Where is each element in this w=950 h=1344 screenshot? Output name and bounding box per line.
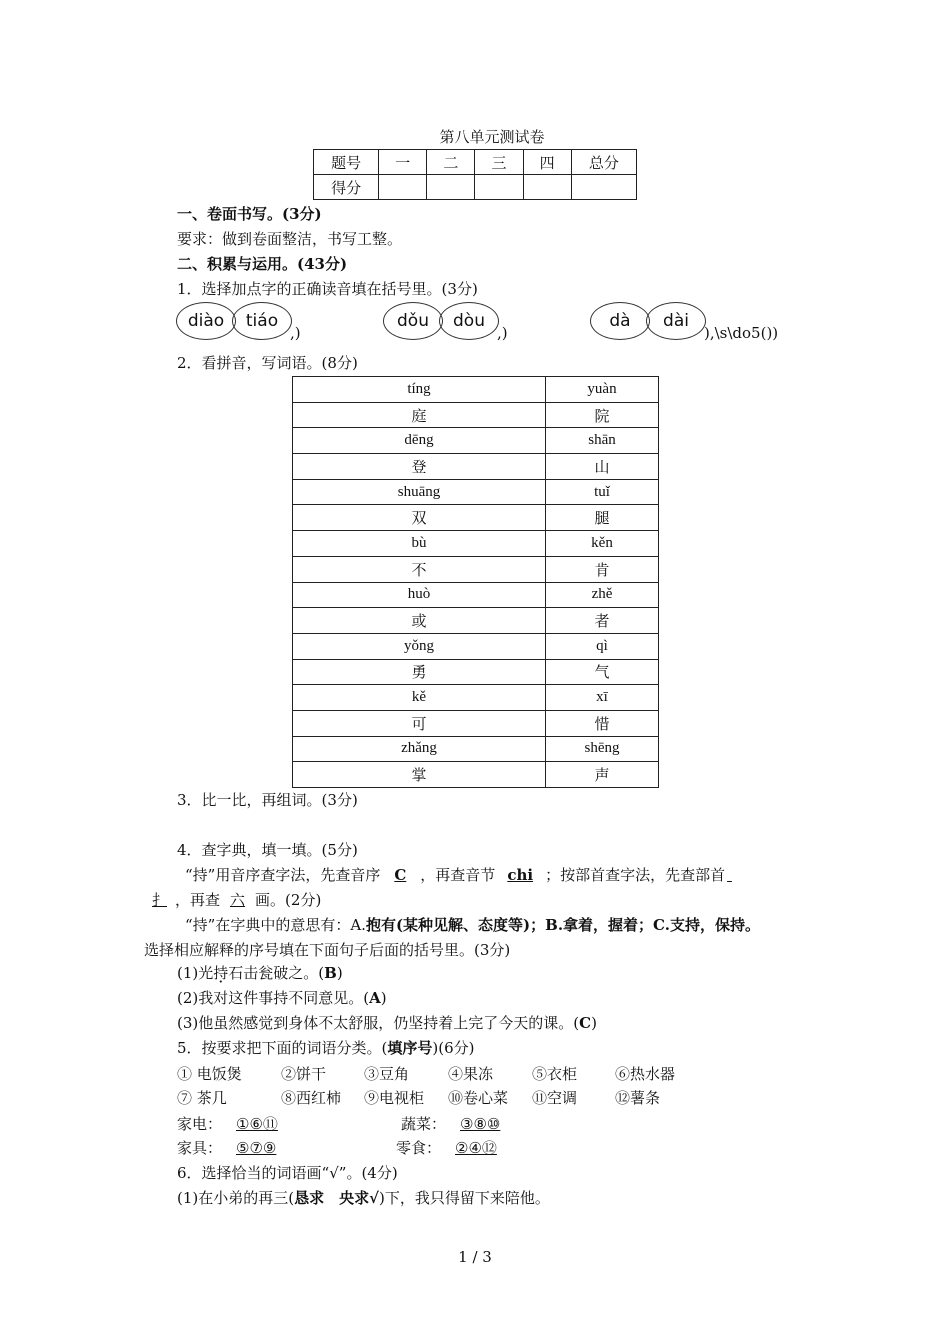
q5-text-a: 5．按要求把下面的词语分类。( xyxy=(177,1039,388,1057)
table-cell: 气 xyxy=(546,659,659,685)
table-row xyxy=(293,736,659,762)
q5-text xyxy=(177,1038,475,1058)
q5-item: ⑦ 茶几 xyxy=(177,1089,227,1107)
q5-cat4-answer: ②④⑫ xyxy=(455,1139,497,1157)
q1-option-oval: diào xyxy=(176,302,236,340)
q2-text: 2．看拼音，写词语。(8分) xyxy=(177,354,358,372)
table-cell: tuǐ xyxy=(546,479,659,505)
section1-requirement: 要求：做到卷面整洁，书写工整。 xyxy=(177,230,403,248)
q6-text: 6．选择恰当的词语画“√”。(4分) xyxy=(177,1164,398,1182)
q5-cat1-label: 家电： xyxy=(177,1115,223,1133)
table-cell: kě xyxy=(293,685,546,711)
q4-sentence-3 xyxy=(177,1013,597,1033)
q1-text: 1．选择加点字的正确读音填在括号里。(3分) xyxy=(177,280,478,298)
table-row xyxy=(293,428,659,454)
q4-s3-answer: C xyxy=(579,1014,592,1032)
q4-line2 xyxy=(144,890,321,910)
table-row xyxy=(293,505,659,531)
q4-answer-hua: 六 xyxy=(230,891,246,909)
table-cell: 惜 xyxy=(546,710,659,736)
q5-item: ②饼干 xyxy=(281,1065,327,1083)
table-cell: 登 xyxy=(293,454,546,480)
q5-cat2-label: 蔬菜： xyxy=(401,1115,447,1133)
table-cell: zhě xyxy=(546,582,659,608)
q5-item: ① 电饭煲 xyxy=(177,1065,242,1083)
q5-category-snacks xyxy=(396,1138,511,1158)
q4-s1-dotted-char: 持 xyxy=(213,964,229,982)
score-header-cell: 三 xyxy=(475,150,523,175)
q5-cat4-label: 零食： xyxy=(396,1139,442,1157)
q4-line1 xyxy=(185,865,734,885)
pinyin-table xyxy=(292,376,659,788)
q4-meaning-a: “持”在字典中的意思有：A. xyxy=(185,916,366,934)
q4-s1-a: (1)光 xyxy=(177,964,214,982)
q5-cat1-answer: ①⑥⑪ xyxy=(236,1115,278,1133)
q1-group-suffix: ,) xyxy=(290,324,301,342)
score-header-cell: 二 xyxy=(427,150,475,175)
score-blank-cell xyxy=(379,175,427,200)
table-cell: huò xyxy=(293,582,546,608)
q5-item: ⑤衣柜 xyxy=(532,1065,578,1083)
section1-heading: 一、卷面书写。(3分) xyxy=(177,205,322,223)
q5-category-furniture xyxy=(177,1138,290,1158)
table-cell: 院 xyxy=(546,402,659,428)
q5-cat3-answer: ⑤⑦⑨ xyxy=(236,1139,277,1157)
table-cell: 者 xyxy=(546,608,659,634)
q5-item: ⑧西红柿 xyxy=(281,1089,342,1107)
q5-item: ⑫薯条 xyxy=(615,1089,661,1107)
table-cell: yuàn xyxy=(546,377,659,403)
q1-group-suffix: ),\s\do5()) xyxy=(704,324,779,342)
q4-s3-a: (3)他虽然感觉到身体不太舒服，仍坚持着上完了今天的课。( xyxy=(177,1014,580,1032)
q4-sentence-2 xyxy=(177,988,387,1008)
table-cell: 声 xyxy=(546,762,659,788)
table-cell: shān xyxy=(546,428,659,454)
q4-s1-b: 石击瓮破之。( xyxy=(228,964,325,982)
q4-answer-yinxu: C xyxy=(394,866,407,884)
q6-s1-c: )下，我只得留下来陪他。 xyxy=(378,1189,550,1207)
table-row xyxy=(293,377,659,403)
q4-s1-c: ) xyxy=(336,964,343,982)
table-cell: yǒng xyxy=(293,633,546,659)
score-blank-cell xyxy=(571,175,636,200)
q6-sentence-1 xyxy=(177,1188,550,1208)
score-table-header-row xyxy=(314,150,637,175)
table-cell: 双 xyxy=(293,505,546,531)
q4-answer-yinjie: chi xyxy=(507,866,534,884)
q4-answer-bushou: 扌 xyxy=(152,891,168,909)
q6-s1-options: 恳求 央求√ xyxy=(294,1189,379,1207)
table-cell: 山 xyxy=(546,454,659,480)
table-row xyxy=(293,659,659,685)
q5-text-c: )(6分) xyxy=(432,1039,475,1057)
table-row xyxy=(293,633,659,659)
q5-category-vegetables xyxy=(401,1114,514,1134)
page-number: 1 / 3 xyxy=(458,1248,492,1266)
table-cell: 腿 xyxy=(546,505,659,531)
q5-item: ⑨电视柜 xyxy=(364,1089,425,1107)
q1-option-oval: dài xyxy=(646,302,706,340)
table-cell: 可 xyxy=(293,710,546,736)
table-row xyxy=(293,402,659,428)
table-cell: xī xyxy=(546,685,659,711)
q4-s1-answer: B xyxy=(324,964,337,982)
q4-s3-c: ) xyxy=(591,1014,597,1032)
table-row xyxy=(293,454,659,480)
q5-category-appliances xyxy=(177,1114,292,1134)
q4-line2-b: 画。(2分) xyxy=(255,891,322,909)
table-row xyxy=(293,685,659,711)
q4-line1-a: “持”用音序查字法，先查音序 xyxy=(185,866,381,884)
q5-text-b: 填序号 xyxy=(387,1039,433,1057)
table-cell: 肯 xyxy=(546,556,659,582)
q4-s2-c: ) xyxy=(380,989,387,1007)
score-header-cell: 一 xyxy=(379,150,427,175)
table-cell: 庭 xyxy=(293,402,546,428)
table-row xyxy=(293,531,659,557)
score-header-cell: 总分 xyxy=(571,150,636,175)
table-cell: shēng xyxy=(546,736,659,762)
q5-cat2-answer: ③⑧⑩ xyxy=(460,1115,501,1133)
q4-sentence-1 xyxy=(177,963,343,983)
table-row xyxy=(293,556,659,582)
score-header-cell: 题号 xyxy=(314,150,379,175)
score-blank-cell xyxy=(523,175,571,200)
table-cell: tíng xyxy=(293,377,546,403)
q4-line2-a: ，再查 xyxy=(175,891,221,909)
score-header-cell: 四 xyxy=(523,150,571,175)
table-cell: shuāng xyxy=(293,479,546,505)
table-row xyxy=(293,479,659,505)
q4-meaning-instruction: 选择相应解释的序号填在下面句子后面的括号里。(3分) xyxy=(144,941,511,959)
q4-s2-a: (2)我对这件事持不同意见。( xyxy=(177,989,370,1007)
section2-heading: 二、积累与运用。(43分) xyxy=(177,255,348,273)
q4-line1-c: ；按部首查字法，先查部首 xyxy=(545,866,726,884)
table-cell: zhǎng xyxy=(293,736,546,762)
q3-text: 3．比一比，再组词。(3分) xyxy=(177,791,358,809)
q5-cat3-label: 家具： xyxy=(177,1139,223,1157)
table-cell: bù xyxy=(293,531,546,557)
table-row xyxy=(293,762,659,788)
table-row xyxy=(293,710,659,736)
table-cell: 掌 xyxy=(293,762,546,788)
q5-item: ⑩卷心菜 xyxy=(448,1089,509,1107)
table-row xyxy=(293,608,659,634)
table-row xyxy=(293,582,659,608)
score-table-score-row xyxy=(314,175,637,200)
q1-option-oval: dòu xyxy=(439,302,499,340)
score-blank-cell xyxy=(427,175,475,200)
q4-text: 4．查字典，填一填。(5分) xyxy=(177,841,358,859)
q4-line1-b: ，再查音节 xyxy=(420,866,496,884)
q5-item: ⑪空调 xyxy=(532,1089,578,1107)
q6-s1-a: (1)在小弟的再三( xyxy=(177,1189,295,1207)
q1-option-oval: dà xyxy=(590,302,650,340)
page-title: 第八单元测试卷 xyxy=(439,128,545,146)
q4-meaning-b: 抱有(某种见解、态度等)；B.拿着，握着；C.支持，保持。 xyxy=(365,916,760,934)
q1-group-suffix: ,) xyxy=(497,324,508,342)
q5-item: ④果冻 xyxy=(448,1065,494,1083)
q1-option-oval: tiáo xyxy=(232,302,292,340)
q4-s2-answer: A xyxy=(369,989,381,1007)
table-cell: kěn xyxy=(546,531,659,557)
table-cell: qì xyxy=(546,633,659,659)
table-cell: dēng xyxy=(293,428,546,454)
score-blank-cell xyxy=(475,175,523,200)
score-row-label: 得分 xyxy=(314,175,379,200)
score-table xyxy=(313,149,637,200)
table-cell: 不 xyxy=(293,556,546,582)
q1-option-oval: dǒu xyxy=(383,302,443,340)
table-cell: 或 xyxy=(293,608,546,634)
q5-item: ⑥热水器 xyxy=(615,1065,676,1083)
q5-item: ③豆角 xyxy=(364,1065,410,1083)
table-cell: 勇 xyxy=(293,659,546,685)
q4-meaning-line xyxy=(185,915,760,935)
